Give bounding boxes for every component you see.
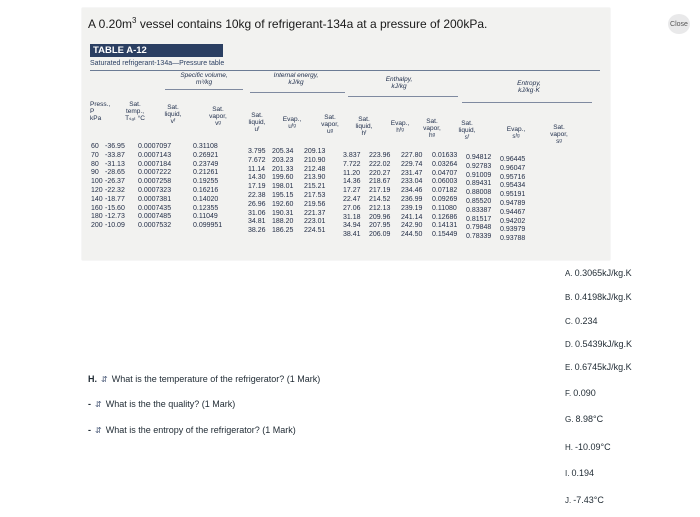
col-temp bbox=[105, 143, 125, 231]
table-cell: 227.80 bbox=[401, 152, 423, 159]
table-cell: 239.19 bbox=[401, 204, 423, 212]
table-cell: 17.19 bbox=[248, 183, 266, 191]
table-cell: 0.0007184 bbox=[138, 160, 172, 168]
question-text-end: vessel contains 10kg of refrigerant-134a at a pressure of 200kPa. bbox=[136, 17, 488, 31]
table-cell: 7.722 bbox=[343, 160, 361, 168]
table-cell: 0.0007485 bbox=[138, 213, 172, 221]
table-cell: 212.13 bbox=[369, 204, 391, 212]
col-hg bbox=[401, 152, 422, 240]
table-cell: 212.48 bbox=[304, 165, 326, 173]
question-temperature bbox=[88, 374, 320, 384]
table-cell: 241.14 bbox=[401, 213, 423, 221]
col-vf bbox=[138, 143, 171, 231]
table-cell: 0.07182 bbox=[432, 187, 458, 195]
table-cell: 0.0007435 bbox=[138, 204, 172, 212]
table-cell: 0.16216 bbox=[193, 186, 219, 194]
col-header-uf: Sat. liquid, uᶠ bbox=[248, 112, 266, 133]
col-hf bbox=[343, 152, 361, 240]
col-header-ug: Sat. vapor, uᵍ bbox=[321, 114, 339, 135]
table-cell: 0.95716 bbox=[500, 173, 526, 181]
table-cell: 244.50 bbox=[401, 231, 423, 239]
table-cell: 224.51 bbox=[304, 227, 326, 235]
table-cell: 140 bbox=[91, 195, 103, 203]
col-header-sg: Sat. vapor, sᵍ bbox=[550, 124, 568, 145]
table-cell: 0.94789 bbox=[500, 199, 526, 207]
table-cell: 3.837 bbox=[343, 152, 361, 159]
table-cell: 192.60 bbox=[272, 200, 294, 208]
table-cell: 38.41 bbox=[343, 231, 361, 239]
table-cell: 7.672 bbox=[248, 156, 266, 164]
table-cell: -22.32 bbox=[105, 186, 125, 194]
table-cell: -18.77 bbox=[105, 195, 125, 203]
table-cell: 0.06003 bbox=[432, 178, 458, 186]
table-cell: 0.85520 bbox=[466, 197, 492, 205]
table-cell: 210.90 bbox=[304, 156, 326, 164]
col-vg bbox=[193, 143, 222, 231]
table-cell: 34.94 bbox=[343, 222, 361, 230]
answer-option: D. 0.5439kJ/kg.K bbox=[565, 339, 633, 349]
table-cell: 206.09 bbox=[369, 231, 391, 239]
table-cell: 38.26 bbox=[248, 227, 266, 235]
col-header-hf: Sat. liquid, hᶠ bbox=[355, 116, 373, 137]
question-text: What is the the quality? (1 Mark) bbox=[105, 399, 236, 409]
table-cell: 0.0007323 bbox=[138, 186, 172, 194]
answer-option: E. 0.6745kJ/kg.K bbox=[565, 362, 632, 372]
table-cell: -31.13 bbox=[105, 160, 125, 168]
col-header-hfg: Evap., hᶠᵍ bbox=[390, 120, 410, 134]
table-subcaption: Saturated refrigerant-134a—Pressure table bbox=[90, 60, 600, 71]
table-cell: 215.21 bbox=[304, 183, 326, 191]
table-cell: 31.06 bbox=[248, 209, 266, 217]
table-cell: -15.60 bbox=[105, 204, 125, 212]
table-cell: 11.14 bbox=[248, 165, 265, 173]
answer-option: B. 0.4198kJ/kg.K bbox=[565, 292, 632, 302]
col-sfg bbox=[466, 154, 491, 242]
close-button[interactable]: Close bbox=[668, 14, 690, 34]
dropdown-arrows-icon[interactable]: ⇵ bbox=[101, 374, 108, 384]
header-enthalpy: Enthalpy, kJ/kg bbox=[385, 76, 413, 90]
table-cell: 229.74 bbox=[401, 160, 423, 168]
table-cell: 3.795 bbox=[248, 148, 266, 155]
table-cell: 11.20 bbox=[343, 169, 360, 177]
table-cell: 0.95434 bbox=[500, 182, 526, 190]
answer-option: J. -7.43°C bbox=[565, 495, 604, 505]
table-cell: 0.14020 bbox=[193, 195, 219, 203]
table-cell: 0.88008 bbox=[466, 189, 492, 197]
table-cell: 0.0007532 bbox=[138, 222, 172, 230]
table-cell: 17.27 bbox=[343, 187, 361, 195]
table-cell: 80 bbox=[91, 160, 99, 168]
table-cell: 0.0007381 bbox=[138, 195, 172, 203]
table-cell: 222.02 bbox=[369, 160, 391, 168]
col-header-temp: Sat. temp., Tₛₐₜ °C bbox=[125, 101, 145, 122]
table-cell: 0.04707 bbox=[432, 169, 458, 177]
table-cell: 186.25 bbox=[272, 227, 294, 235]
question-label: - bbox=[88, 399, 91, 409]
table-cell: 195.15 bbox=[272, 191, 294, 199]
question-text: What is the temperature of the refrigerator? (1 Mark) bbox=[111, 374, 321, 384]
dropdown-arrows-icon[interactable]: ⇵ bbox=[95, 399, 102, 409]
table-cell: 205.34 bbox=[272, 148, 294, 155]
table-cell: 0.15449 bbox=[432, 231, 458, 239]
col-hfg bbox=[369, 152, 390, 240]
table-cell: 219.56 bbox=[304, 200, 326, 208]
table-cell: 160 bbox=[91, 204, 103, 212]
col-header-press: Press., P kPa bbox=[90, 101, 111, 122]
table-cell: 201.33 bbox=[272, 165, 294, 173]
table-cell: 60 bbox=[91, 143, 99, 150]
table-cell: 22.38 bbox=[248, 191, 266, 199]
table-cell: 198.01 bbox=[272, 183, 294, 191]
table-cell: 0.81517 bbox=[466, 215, 492, 223]
table-cell: 0.23749 bbox=[193, 160, 219, 168]
table-cell: 120 bbox=[91, 186, 103, 194]
table-cell: 223.96 bbox=[369, 152, 391, 159]
table-cell: 0.01633 bbox=[432, 152, 458, 159]
question-text-sup: 3 bbox=[132, 16, 137, 25]
table-cell: 0.96445 bbox=[500, 156, 526, 163]
table-cell: 0.92783 bbox=[466, 162, 492, 170]
table-cell: 0.21261 bbox=[193, 169, 219, 177]
table-cell: 180 bbox=[91, 213, 103, 221]
col-press bbox=[91, 143, 103, 231]
table-cell: 242.90 bbox=[401, 222, 423, 230]
table-cell: 200 bbox=[91, 222, 103, 230]
answer-option: F. 0.090 bbox=[565, 388, 596, 398]
table-cell: 214.52 bbox=[369, 195, 391, 203]
table-cell: 0.0007222 bbox=[138, 169, 172, 177]
table-cell: 220.27 bbox=[369, 169, 391, 177]
table-cell: -10.09 bbox=[105, 222, 125, 230]
header-specific-volume: Specific volume, m³/kg bbox=[180, 72, 228, 86]
col-uf bbox=[248, 148, 266, 236]
table-cell: -26.37 bbox=[105, 178, 125, 186]
table-cell: 0.96047 bbox=[500, 164, 526, 172]
table-cell: 218.67 bbox=[369, 178, 391, 186]
table-cell: 0.11049 bbox=[193, 213, 218, 221]
table-cell: 31.18 bbox=[343, 213, 361, 221]
table-cell: -36.95 bbox=[105, 143, 125, 150]
table-cell: 0.31108 bbox=[193, 143, 218, 150]
answer-option: C. 0.234 bbox=[565, 316, 598, 326]
table-cell: -33.87 bbox=[105, 151, 125, 159]
col-ufg bbox=[272, 148, 293, 236]
table-cell: 236.99 bbox=[401, 195, 423, 203]
question-text-start: A 0.20m bbox=[88, 17, 133, 31]
col-sg bbox=[500, 156, 525, 244]
header-internal-energy: Internal energy, kJ/kg bbox=[273, 72, 319, 86]
table-cell: 26.96 bbox=[248, 200, 266, 208]
table-cell: 190.31 bbox=[272, 209, 294, 217]
answer-option: H. -10.09°C bbox=[565, 442, 611, 452]
table-cell: 34.81 bbox=[248, 218, 266, 226]
col-header-vf: Sat. liquid, vᶠ bbox=[164, 104, 182, 125]
table-cell: 0.79848 bbox=[466, 224, 492, 232]
table-cell: 209.13 bbox=[304, 148, 326, 155]
table-cell: 0.0007143 bbox=[138, 151, 172, 159]
table-cell: 27.06 bbox=[343, 204, 361, 212]
question-label: H. bbox=[88, 374, 97, 384]
table-cell: -28.65 bbox=[105, 169, 125, 177]
table-cell: 0.14131 bbox=[432, 222, 458, 230]
col-sf bbox=[432, 152, 457, 240]
table-cell: 0.12355 bbox=[193, 204, 219, 212]
question-entropy bbox=[88, 425, 296, 435]
table-cell: -12.73 bbox=[105, 213, 125, 221]
table-cell: 70 bbox=[91, 151, 99, 159]
table-cell: 207.95 bbox=[369, 222, 391, 230]
col-ug bbox=[304, 148, 325, 236]
table-cell: 0.26921 bbox=[193, 151, 219, 159]
table-cell: 0.83387 bbox=[466, 206, 492, 214]
table-cell: 90 bbox=[91, 169, 99, 177]
answer-option: I. 0.194 bbox=[565, 468, 594, 478]
col-header-sf: Sat. liquid, sᶠ bbox=[458, 120, 476, 141]
table-cell: 233.04 bbox=[401, 178, 423, 186]
table-cell: 213.90 bbox=[304, 174, 326, 182]
table-cell: 0.78339 bbox=[466, 233, 492, 241]
table-cell: 0.09269 bbox=[432, 195, 458, 203]
table-cell: 0.94812 bbox=[466, 154, 492, 161]
table-cell: 203.23 bbox=[272, 156, 294, 164]
answer-option: G. 8.98°C bbox=[565, 414, 604, 424]
question-statement bbox=[88, 16, 487, 31]
table-cell: 234.46 bbox=[401, 187, 423, 195]
table-cell: 231.47 bbox=[401, 169, 423, 177]
table-caption: TABLE A-12 bbox=[90, 44, 223, 57]
table-cell: 0.12686 bbox=[432, 213, 458, 221]
table-cell: 223.01 bbox=[304, 218, 326, 226]
table-cell: 0.93788 bbox=[500, 235, 526, 243]
table-cell: 199.60 bbox=[272, 174, 294, 182]
table-cell: 0.94467 bbox=[500, 208, 526, 216]
table-cell: 217.53 bbox=[304, 191, 326, 199]
table-cell: 0.0007258 bbox=[138, 178, 172, 186]
question-label: - bbox=[88, 425, 91, 435]
header-entropy: Entropy, kJ/kg·K bbox=[517, 80, 541, 94]
col-header-vg: Sat. vapor, vᵍ bbox=[209, 106, 227, 127]
dropdown-arrows-icon[interactable]: ⇵ bbox=[95, 425, 102, 435]
table-cell: 0.0007097 bbox=[138, 143, 172, 150]
table-cell: 0.19255 bbox=[193, 178, 219, 186]
table-cell: 22.47 bbox=[343, 195, 361, 203]
answer-option: A. 0.3065kJ/kg.K bbox=[565, 268, 632, 278]
table-cell: 0.91009 bbox=[466, 171, 492, 179]
table-cell: 188.20 bbox=[272, 218, 294, 226]
table-cell: 14.36 bbox=[343, 178, 361, 186]
table-cell: 0.95191 bbox=[500, 191, 526, 199]
col-header-sfg: Evap., sᶠᵍ bbox=[506, 126, 526, 140]
col-header-hg: Sat. vapor, hᵍ bbox=[423, 118, 441, 139]
table-cell: 14.30 bbox=[248, 174, 266, 182]
table-cell: 0.93979 bbox=[500, 226, 526, 234]
table-cell: 100 bbox=[91, 178, 103, 186]
question-quality bbox=[88, 399, 235, 409]
table-cell: 209.96 bbox=[369, 213, 391, 221]
table-cell: 221.37 bbox=[304, 209, 326, 217]
table-cell: 0.94202 bbox=[500, 217, 526, 225]
table-cell: 0.03264 bbox=[432, 160, 458, 168]
table-cell: 0.099951 bbox=[193, 222, 223, 230]
question-text: What is the entropy of the refrigerator? (1 Mark) bbox=[105, 425, 296, 435]
table-cell: 0.89431 bbox=[466, 180, 492, 188]
table-cell: 217.19 bbox=[369, 187, 391, 195]
table-cell: 0.11080 bbox=[432, 204, 457, 212]
col-header-ufg: Evap., uᶠᵍ bbox=[282, 116, 302, 130]
